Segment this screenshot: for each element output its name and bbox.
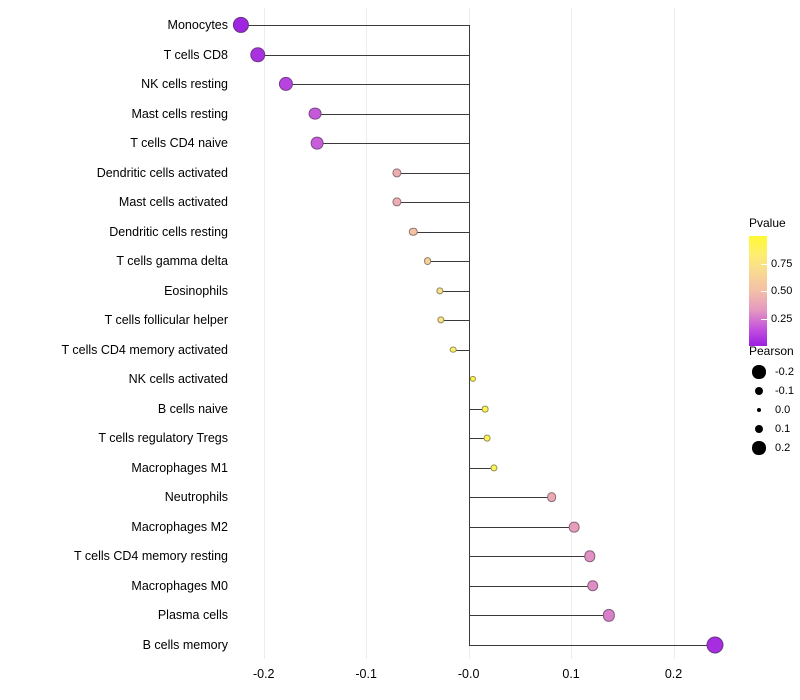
lollipop-stem bbox=[317, 143, 469, 144]
y-axis-label: Monocytes bbox=[167, 18, 228, 32]
lollipop-stem bbox=[241, 25, 468, 26]
colorbar-tick-label: 0.50 bbox=[771, 285, 793, 297]
lollipop-stem bbox=[469, 645, 715, 646]
size-legend-dot bbox=[755, 387, 764, 396]
y-axis-label: Macrophages M2 bbox=[131, 519, 228, 534]
y-axis-label: Eosinophils bbox=[164, 283, 228, 298]
data-point[interactable] bbox=[279, 77, 293, 91]
data-point[interactable] bbox=[569, 522, 580, 533]
y-axis-label: T cells CD4 naive bbox=[130, 136, 228, 151]
gridline bbox=[674, 8, 675, 659]
y-axis-label: Dendritic cells activated bbox=[96, 165, 228, 180]
y-axis-label: T cells CD4 memory activated bbox=[61, 342, 228, 357]
y-axis-label: Plasma cells bbox=[157, 608, 228, 623]
y-axis-label: B cells naive bbox=[157, 401, 228, 416]
data-point[interactable] bbox=[233, 17, 249, 33]
size-legend-dot bbox=[757, 408, 761, 412]
zero-reference-line bbox=[469, 25, 470, 645]
y-axis-labels bbox=[0, 0, 228, 700]
data-point[interactable] bbox=[437, 317, 444, 324]
size-legend-item bbox=[749, 364, 769, 380]
y-axis-label: T cells CD4 memory resting bbox=[74, 549, 228, 564]
y-axis-label: Dendritic cells resting bbox=[109, 224, 228, 239]
y-axis-label: Neutrophils bbox=[164, 490, 228, 505]
gridline bbox=[571, 8, 572, 659]
size-legend-label: 0.2 bbox=[775, 442, 791, 454]
lollipop-stem bbox=[440, 291, 469, 292]
size-legend-dot bbox=[755, 425, 764, 434]
y-axis-label: Macrophages M1 bbox=[131, 460, 228, 475]
data-point[interactable] bbox=[706, 637, 723, 654]
colorbar-tick-label: 0.25 bbox=[771, 312, 793, 325]
pvalue-legend-title: Pvalue bbox=[749, 216, 786, 230]
gridline bbox=[366, 8, 367, 659]
data-point[interactable] bbox=[424, 257, 432, 265]
size-legend-label: 0.1 bbox=[775, 423, 791, 435]
x-axis-tick-label: -0.1 bbox=[355, 667, 377, 681]
data-point[interactable] bbox=[584, 551, 595, 562]
x-axis-tick-label: 0.2 bbox=[664, 667, 683, 681]
y-axis-label: Mast cells resting bbox=[131, 106, 228, 121]
lollipop-stem bbox=[397, 202, 469, 203]
data-point[interactable] bbox=[587, 580, 599, 592]
x-axis-tick-label: -0.2 bbox=[252, 667, 275, 681]
size-legend-item bbox=[749, 440, 769, 456]
size-legend-item bbox=[749, 421, 769, 437]
x-axis-tick-label: 0.1 bbox=[562, 667, 580, 681]
data-point[interactable] bbox=[392, 198, 401, 207]
data-point[interactable] bbox=[491, 464, 498, 471]
y-axis-label: T cells CD8 bbox=[163, 47, 228, 62]
pvalue-colorbar bbox=[749, 236, 793, 346]
pvalue-legend bbox=[749, 216, 793, 346]
data-point[interactable] bbox=[470, 376, 476, 382]
y-axis-label: T cells follicular helper bbox=[104, 313, 228, 328]
y-axis-label: Macrophages M0 bbox=[131, 578, 228, 593]
data-point[interactable] bbox=[309, 107, 322, 120]
data-point[interactable] bbox=[436, 287, 443, 294]
lollipop-stem bbox=[315, 114, 469, 115]
colorbar-tickmark bbox=[761, 264, 767, 265]
lollipop-stem bbox=[258, 55, 469, 56]
data-point[interactable] bbox=[482, 405, 489, 412]
y-axis-label: T cells gamma delta bbox=[116, 254, 228, 269]
lollipop-stem bbox=[441, 320, 469, 321]
pearson-legend bbox=[749, 344, 800, 460]
size-legend-label: -0.2 bbox=[775, 366, 794, 378]
lollipop-stem bbox=[469, 497, 552, 498]
pearson-legend-items bbox=[749, 364, 800, 460]
y-axis-label: NK cells resting bbox=[141, 77, 228, 92]
lollipop-stem bbox=[286, 84, 468, 85]
x-axis-tick-label: -0.0 bbox=[457, 667, 480, 681]
lollipop-stem bbox=[397, 173, 469, 174]
lollipop-stem bbox=[469, 527, 575, 528]
colorbar-tickmark bbox=[761, 291, 767, 292]
data-point[interactable] bbox=[547, 493, 557, 503]
colorbar-tickmark bbox=[761, 319, 767, 320]
colorbar-tick-label: 0.75 bbox=[771, 257, 793, 270]
data-point[interactable] bbox=[392, 168, 401, 177]
data-point[interactable] bbox=[484, 435, 491, 442]
lollipop-stem bbox=[469, 556, 590, 557]
size-legend-dot bbox=[752, 441, 765, 454]
lollipop-stem bbox=[469, 615, 609, 616]
data-point[interactable] bbox=[603, 609, 615, 621]
data-point[interactable] bbox=[409, 227, 417, 235]
size-legend-item bbox=[749, 402, 769, 418]
y-axis-label: Mast cells activated bbox=[118, 195, 228, 210]
size-legend-label: -0.1 bbox=[775, 385, 794, 397]
size-legend-dot bbox=[752, 365, 765, 378]
size-legend-item bbox=[749, 383, 769, 399]
lollipop-stem bbox=[413, 232, 468, 233]
y-axis-label: T cells regulatory Tregs bbox=[98, 431, 228, 446]
y-axis-label: B cells memory bbox=[142, 638, 228, 652]
data-point[interactable] bbox=[450, 346, 457, 353]
lollipop-stem bbox=[469, 586, 593, 587]
lollipop-stem bbox=[428, 261, 469, 262]
y-axis-label: NK cells activated bbox=[128, 372, 228, 387]
size-legend-label: 0.0 bbox=[775, 404, 791, 416]
pearson-legend-title: Pearson bbox=[749, 344, 794, 358]
data-point[interactable] bbox=[311, 137, 324, 150]
gridline bbox=[264, 8, 265, 659]
